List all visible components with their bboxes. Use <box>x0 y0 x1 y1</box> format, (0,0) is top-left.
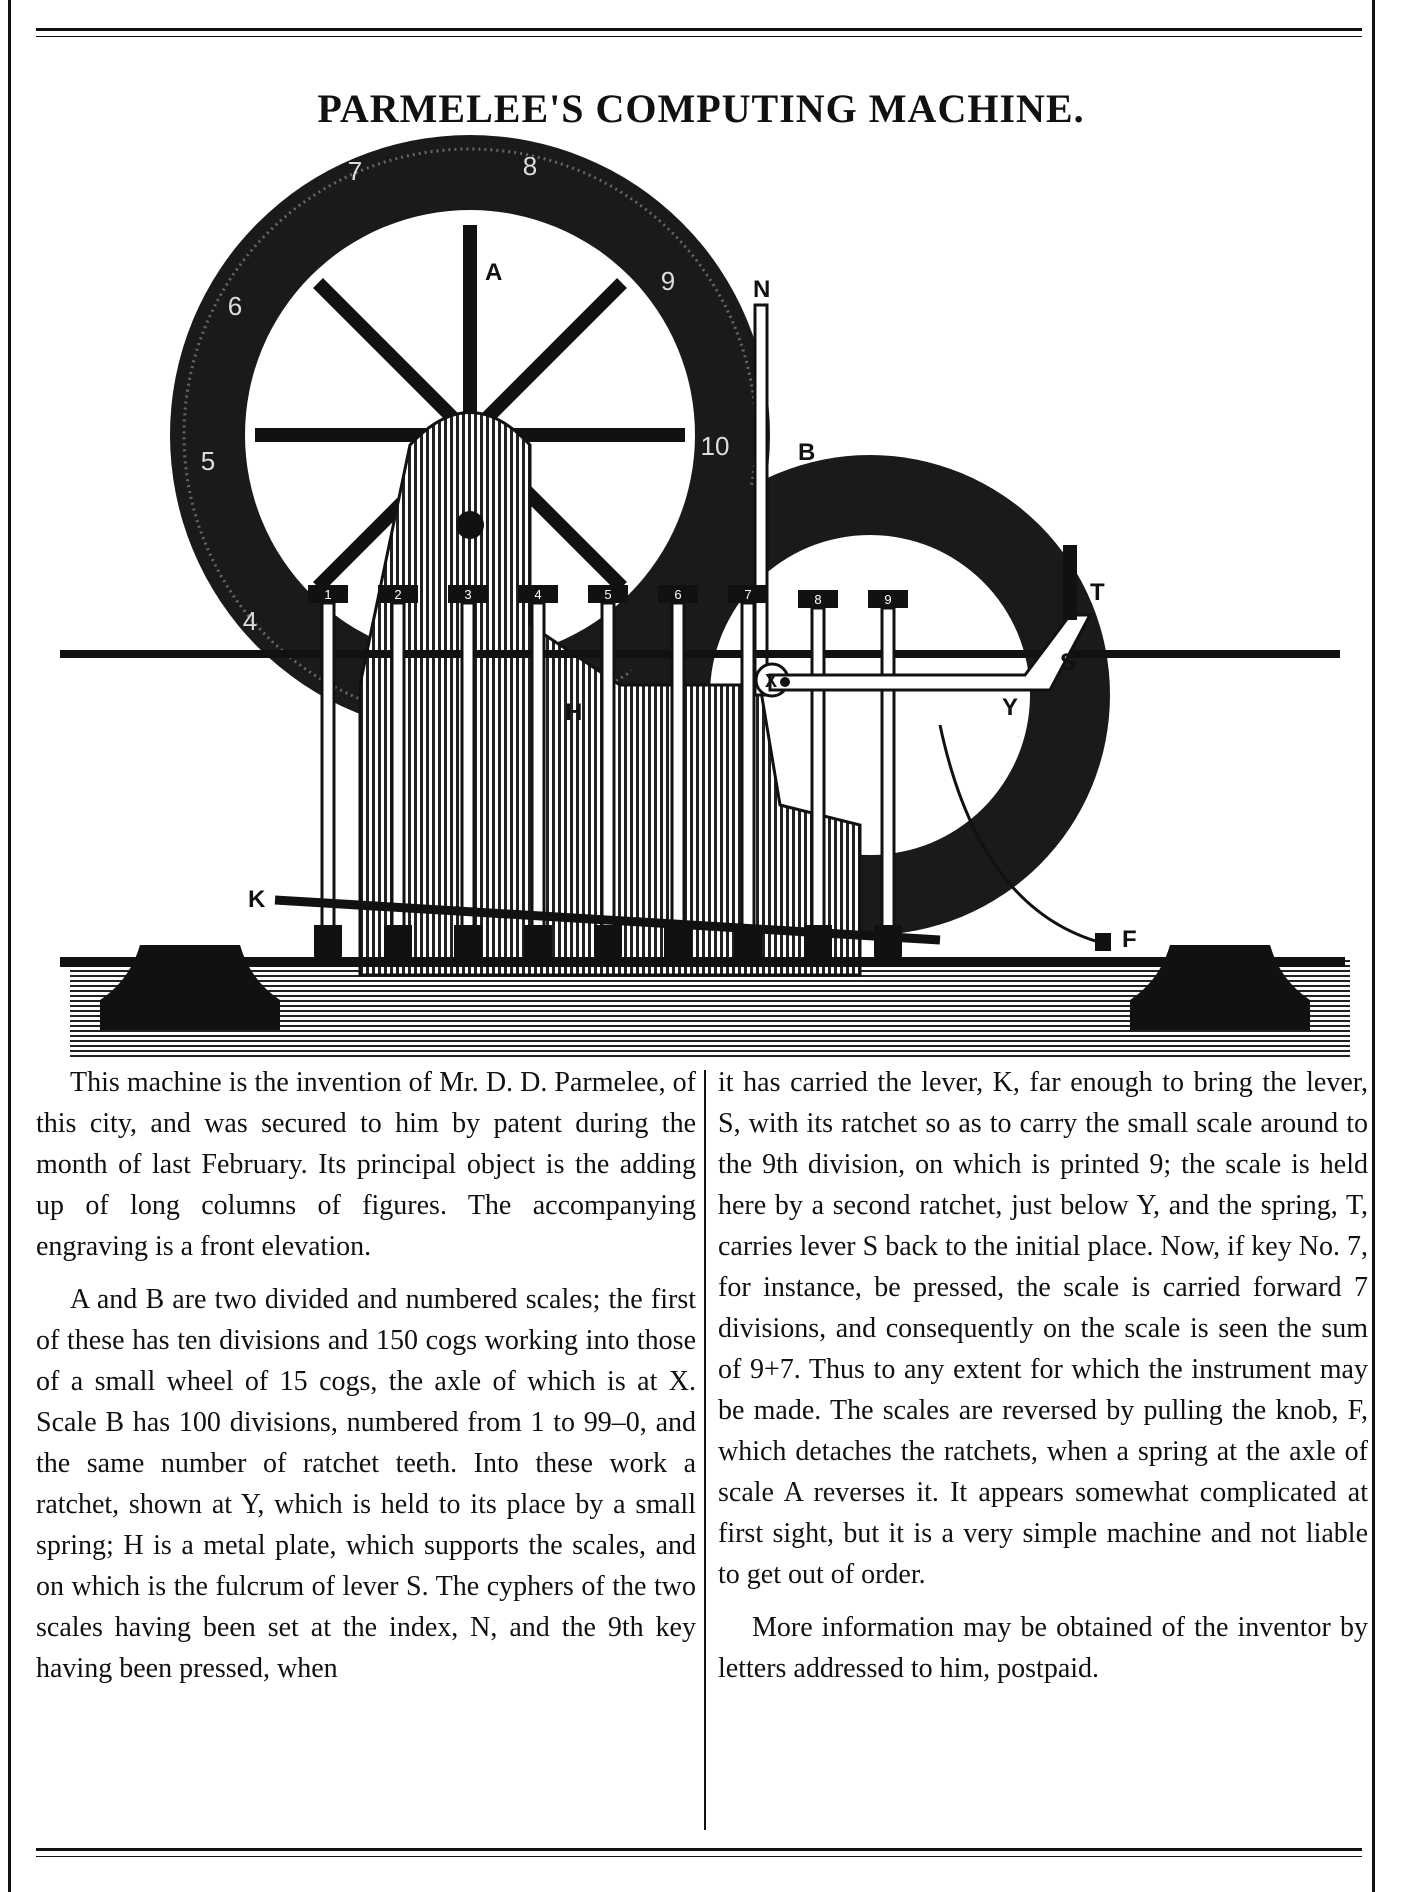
key-number: 8 <box>814 592 822 607</box>
article-column-left <box>36 1062 696 1689</box>
article-paragraph: it has carried the lever, K, far enough to bring the lever, S, with its ratchet so as to carry the small scale around to the 9th division, on which is printed 9; the scale is held here by a second ratchet, just below Y, and the spring, T, carries lever S back to the initial place. Now, if key No. 7, for instance, be pressed, the scale is carried forward 7 divisions, and consequently on the scale is seen the sum of 9+7. Thus to any extent for which the instrument may be made. The scales are reversed by pulling the knob, F, which detaches the ratchets, when a spring at the axle of scale A reverses it. It appears somewhat complicated at first sight, but it is a very simple machine and not liable to get out of order. <box>718 1067 1368 1590</box>
upper-beam <box>60 650 1340 658</box>
key-number: 2 <box>394 587 402 602</box>
label-b: B <box>798 439 816 466</box>
top-rule <box>36 28 1362 31</box>
scale-a-numeral: 6 <box>227 291 243 321</box>
key-number: 6 <box>674 587 682 602</box>
label-y: Y <box>1002 694 1019 721</box>
scale-a-numeral: 4 <box>242 606 258 636</box>
top-rule-thin <box>36 36 1362 37</box>
scale-a-numeral: 9 <box>660 266 676 296</box>
key-number: 7 <box>744 587 752 602</box>
knob-f <box>1095 933 1111 951</box>
index-rod-n <box>755 305 767 695</box>
label-f: F <box>1122 926 1137 953</box>
bottom-rule-thin <box>36 1856 1362 1857</box>
label-k: K <box>248 886 266 913</box>
article-paragraph: A and B are two divided and numbered scales; the first of these has ten divisions and 150 cogs working into those of a small wheel of 15 cogs, the axle of which is at X. Scale B has 100 divisions, numbered from 1 to 99–0, and the same number of ratchet teeth. Into these work a ratchet, shown at Y, which is held to its place by a small spring; H is a metal plate, which supports the scales, and on which is the fulcrum of lever S. The cyphers of the two scales having been set at the index, N, and the 9th key having been pressed, when <box>36 1284 696 1684</box>
spring-t <box>1063 545 1077 620</box>
scale-a-axle <box>456 511 484 539</box>
label-a: A <box>485 259 503 286</box>
key-number: 5 <box>604 587 612 602</box>
label-h: H <box>565 699 583 726</box>
base-rail <box>60 957 1345 967</box>
page-border-left <box>8 0 11 1892</box>
article-paragraph: More information may be obtained of the inventor by letters addressed to him, postpaid. <box>718 1612 1368 1684</box>
page-border-right <box>1372 0 1375 1892</box>
article-column-right <box>718 1062 1368 1689</box>
key-number: 9 <box>884 592 892 607</box>
scale-a-numeral: 5 <box>200 446 216 476</box>
column-divider <box>704 1070 706 1830</box>
label-t: T <box>1090 579 1105 606</box>
key-number: 4 <box>534 587 542 602</box>
label-n: N <box>753 276 771 303</box>
key-number: 1 <box>324 587 332 602</box>
scale-a-numeral: 10 <box>700 431 730 461</box>
article-title: PARMELEE'S COMPUTING MACHINE. <box>317 85 1085 131</box>
scale-a-numeral: 7 <box>347 156 363 186</box>
label-s: S <box>1060 649 1077 676</box>
bottom-rule <box>36 1848 1362 1851</box>
label-x: X <box>765 671 778 691</box>
scale-a-numeral: 8 <box>522 151 538 181</box>
engraving-illustration <box>60 125 1360 1060</box>
article-paragraph: This machine is the invention of Mr. D. D. Parmelee, of this city, and was secured to him by patent during the month of last February. Its principal object is the adding up of long columns of figures. The accompanying engraving is a front elevation. <box>36 1067 696 1262</box>
key-number: 3 <box>464 587 472 602</box>
